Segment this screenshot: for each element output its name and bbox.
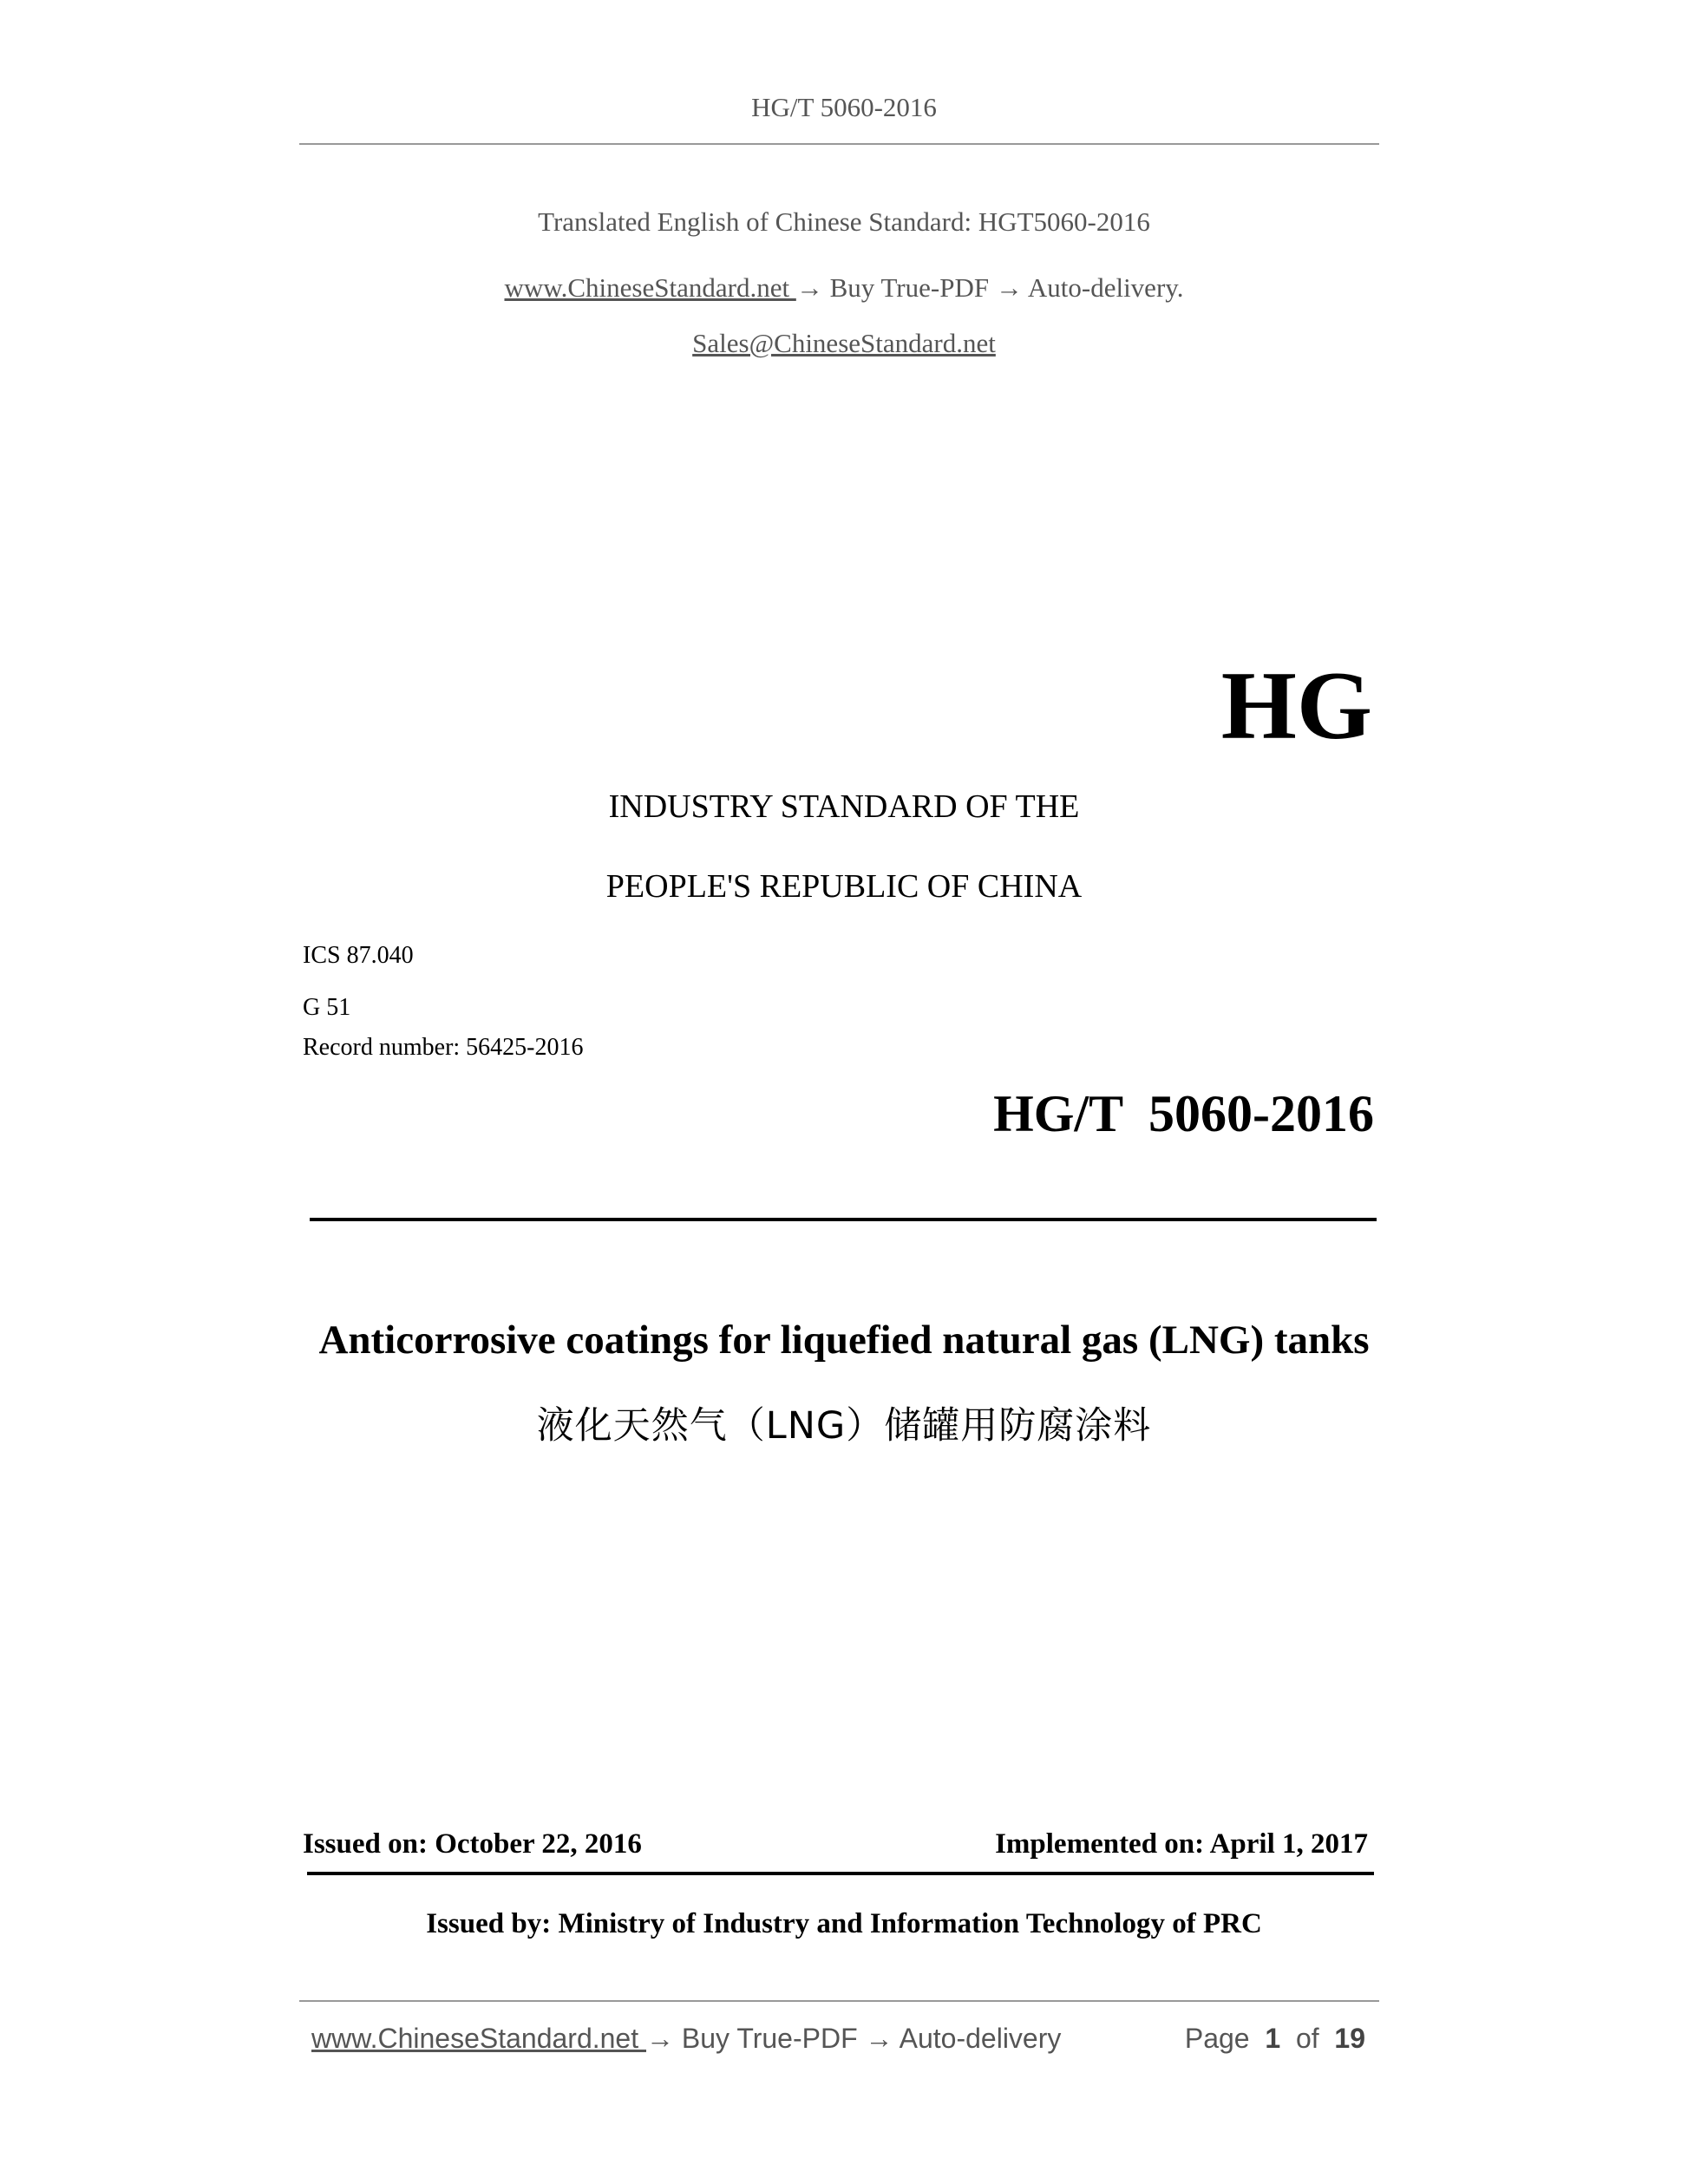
- page-total: 19: [1334, 2023, 1365, 2054]
- page-indicator: [1185, 2023, 1365, 2055]
- page-current: 1: [1265, 2023, 1281, 2054]
- implemented-on-date: Implemented on: April 1, 2017: [995, 1828, 1368, 1860]
- promo-buy-text: Buy True-PDF: [829, 272, 990, 303]
- g-code: G 51: [303, 994, 351, 1021]
- industry-standard-line1: INDUSTRY STANDARD OF THE: [608, 788, 1080, 825]
- arrow-icon: →: [646, 2023, 674, 2054]
- title-chinese: 液化天然气（LNG）储罐用防腐涂料: [536, 1404, 1152, 1448]
- arrow-icon: →: [865, 2023, 893, 2054]
- footer-buy-text: Buy True-PDF: [681, 2023, 858, 2054]
- footer-delivery-text: Auto-delivery: [899, 2023, 1062, 2054]
- promo-line: [0, 272, 1688, 304]
- email-line: [0, 328, 1688, 359]
- arrow-icon: →: [795, 272, 823, 303]
- site-link[interactable]: www.ChineseStandard.net: [504, 272, 796, 303]
- title-divider: [310, 1218, 1377, 1221]
- translated-notice: Translated English of Chinese Standard: HGT5060-2016: [538, 206, 1150, 237]
- standard-number: HG/T 5060-2016: [993, 1085, 1374, 1142]
- record-number: Record number: 56425-2016: [303, 1034, 584, 1061]
- industry-standard-line2: PEOPLE'S REPUBLIC OF CHINA: [605, 868, 1083, 905]
- ics-code: ICS 87.040: [303, 942, 414, 969]
- footer-divider: [299, 2000, 1379, 2002]
- arrow-icon: →: [995, 272, 1023, 303]
- email-link[interactable]: Sales@ChineseStandard.net: [692, 328, 996, 358]
- header-divider: [299, 143, 1379, 145]
- issued-on-date: Issued on: October 22, 2016: [303, 1828, 642, 1860]
- footer-site-link[interactable]: www.ChineseStandard.net: [311, 2023, 646, 2054]
- page-label: Page: [1184, 2023, 1250, 2054]
- footer-promo: [311, 2023, 1061, 2055]
- issued-by: Issued by: Ministry of Industry and Information Technology of PRC: [426, 1908, 1262, 1939]
- running-header-title: HG/T 5060-2016: [751, 92, 937, 122]
- title-english: Anticorrosive coatings for liquefied natural gas (LNG) tanks: [318, 1318, 1370, 1363]
- promo-delivery-text: Auto-delivery.: [1027, 272, 1184, 303]
- of-label: of: [1295, 2023, 1319, 2054]
- hg-mark: HG: [1220, 652, 1372, 760]
- dates-divider: [307, 1872, 1374, 1875]
